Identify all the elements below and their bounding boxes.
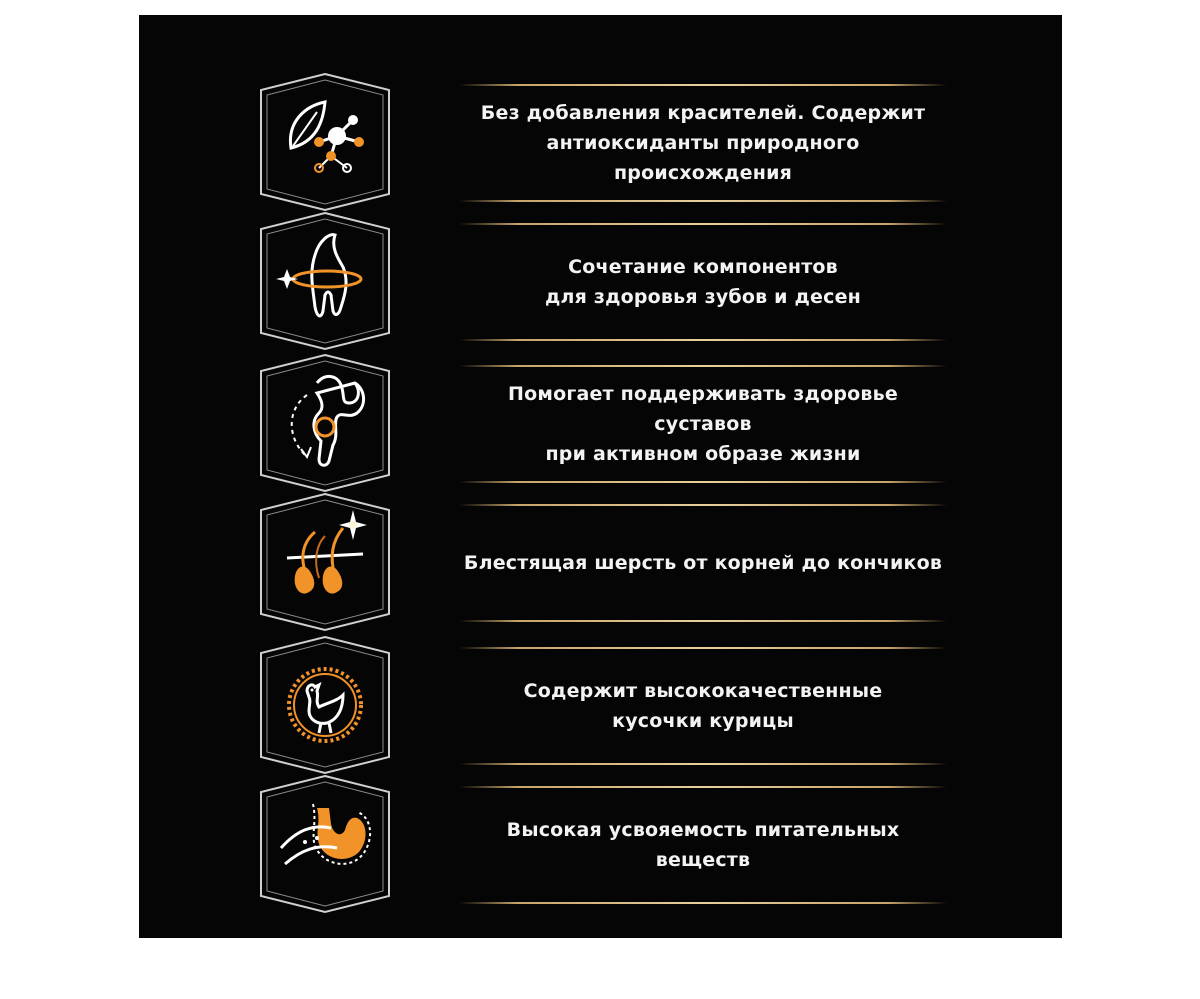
- hexagon-badge: [257, 72, 393, 212]
- feature-row-coat: [139, 492, 1062, 632]
- hexagon-badge: [257, 353, 393, 493]
- divider-line-bottom: [459, 200, 947, 202]
- hexagon-badge: [257, 774, 393, 914]
- tooth-icon: [257, 211, 393, 351]
- feature-text-line-2: антиоксиданты природного происхождения: [546, 132, 860, 184]
- feature-text-line-1: Сочетание компонентов: [568, 256, 838, 278]
- feature-text: [459, 225, 947, 339]
- feature-text: [459, 788, 947, 902]
- chicken-icon: [257, 635, 393, 775]
- feature-text-line-1: Высокая усвояемость питательных веществ: [506, 819, 900, 871]
- stomach-icon: [257, 774, 393, 914]
- feature-text-line-1: Без добавления красителей. Содержит: [480, 102, 926, 124]
- feature-text: [459, 506, 947, 620]
- features-panel: [139, 15, 1062, 938]
- divider-line-bottom: [459, 902, 947, 904]
- hexagon-badge: [257, 211, 393, 351]
- feature-row-teeth: [139, 211, 1062, 351]
- divider-line-bottom: [459, 481, 947, 483]
- feature-row-antioxidants: [139, 72, 1062, 212]
- feature-text: [459, 649, 947, 763]
- leaf-molecule-icon: [257, 72, 393, 212]
- joint-icon: [257, 353, 393, 493]
- hexagon-badge: [257, 492, 393, 632]
- feature-text-line-1: Содержит высококачественные: [523, 680, 883, 702]
- feature-text-line-2: кусочки курицы: [612, 710, 794, 732]
- divider-line-bottom: [459, 763, 947, 765]
- shiny-hair-icon: [257, 492, 393, 632]
- divider-line-bottom: [459, 339, 947, 341]
- feature-text-line-1: Блестящая шерсть от корней до кончиков: [463, 552, 943, 574]
- feature-text-line-2: при активном образе жизни: [545, 443, 861, 465]
- feature-row-digestibility: [139, 774, 1062, 914]
- feature-text-line-1: Помогает поддерживать здоровье суставов: [508, 383, 898, 435]
- hexagon-badge: [257, 635, 393, 775]
- feature-row-chicken: [139, 635, 1062, 775]
- divider-line-bottom: [459, 620, 947, 622]
- feature-text-line-2: для здоровья зубов и десен: [544, 286, 862, 308]
- feature-text: [459, 367, 947, 481]
- feature-text: [459, 86, 947, 200]
- feature-row-joints: [139, 353, 1062, 493]
